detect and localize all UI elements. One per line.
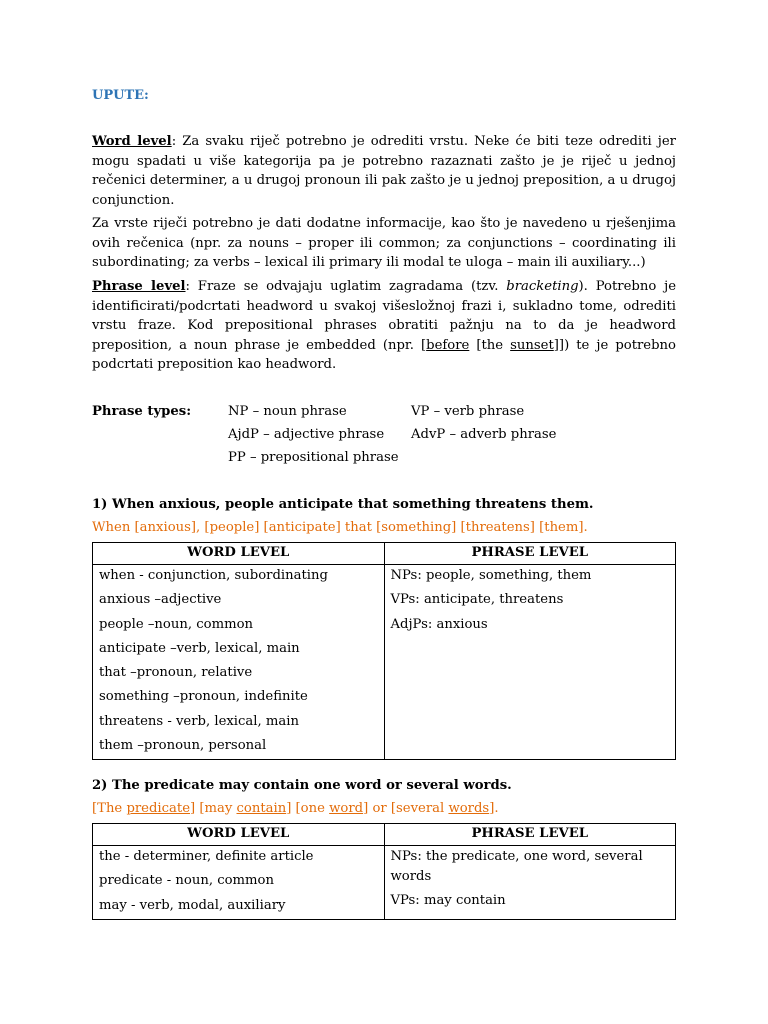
column-header-word-level: WORD LEVEL xyxy=(93,824,385,846)
question-1: 1) When anxious, people anticipate that something threatens them. xyxy=(92,497,594,512)
analysis-table-2 xyxy=(92,823,676,920)
phrase-entry: VPs: may contain xyxy=(390,893,506,908)
phrase-level-paragraph: Phrase level: Fraze se odvajaju uglatim zagradama (tzv. bracketing). Potrebno je identificirati/podcrtati headword u svakoj višesložnoj frazi i, sukladno tome, odrediti vrstu fraze. Kod prepositional phrases obratiti pažnju na to da je headword preposition, a noun phrase je embedded (npr. [before [the sunset]]) te je potrebno podcrtati preposition kao headword. xyxy=(92,279,676,372)
column-header-phrase-level: PHRASE LEVEL xyxy=(384,824,676,846)
word-entry: something –pronoun, indefinite xyxy=(99,689,308,705)
word-entry: people –noun, common xyxy=(99,616,254,632)
phrase-entry: VPs: anticipate, threatens xyxy=(390,592,564,608)
word-entry: that –pronoun, relative xyxy=(99,665,253,681)
column-header-phrase-level: PHRASE LEVEL xyxy=(384,543,676,565)
phrase-entry: NPs: the predicate, one word, several words xyxy=(390,849,643,884)
phrase-entry: NPs: people, something, them xyxy=(390,568,592,583)
word-entry: threatens - verb, lexical, main xyxy=(99,713,299,729)
word-entry: anticipate –verb, lexical, main xyxy=(99,640,300,656)
phrase-type-pp: PP – prepositional phrase xyxy=(228,450,399,465)
phrase-entry: AdjPs: anxious xyxy=(390,616,488,632)
instructions-heading: UPUTE: xyxy=(92,88,149,103)
phrase-type-ajdp: AjdP – adjective phrase xyxy=(228,427,385,442)
answer-2: [The predicate] [may contain] [one word] or [several words]. xyxy=(92,801,499,816)
phrase-type-advp: AdvP – adverb phrase xyxy=(411,427,557,442)
answer-1: When [anxious], [people] [anticipate] that [something] [threatens] [them]. xyxy=(92,520,588,535)
word-level-cell xyxy=(93,846,385,920)
phrase-type-vp: VP – verb phrase xyxy=(411,404,525,419)
word-types-paragraph: Za vrste riječi potrebno je dati dodatne informacije, kao što je navedeno u rješenjima ovih rečenica (npr. za nouns – proper ili common; za conjunctions – coordinating ili subordinating; za verbs – lexical ili primary ili modal te uloga – main ili auxiliary...) xyxy=(92,216,676,270)
phrase-types-label: Phrase types: xyxy=(92,404,192,419)
phrase-level-cell xyxy=(384,565,676,760)
phrase-level-cell xyxy=(384,846,676,920)
word-level-label: Word level xyxy=(92,134,172,149)
phrase-level-label: Phrase level xyxy=(92,279,186,294)
column-header-word-level: WORD LEVEL xyxy=(93,543,385,565)
word-entry: when - conjunction, subordinating xyxy=(99,568,328,583)
analysis-table-1 xyxy=(92,542,676,760)
word-level-paragraph xyxy=(92,132,676,210)
word-entry: them –pronoun, personal xyxy=(99,738,267,754)
word-entry: predicate - noun, common xyxy=(99,873,274,889)
word-level-cell xyxy=(93,565,385,760)
word-entry: the - determiner, definite article xyxy=(99,849,314,864)
word-entry: may - verb, modal, auxiliary xyxy=(99,897,286,913)
phrase-type-np: NP – noun phrase xyxy=(228,404,347,419)
question-2: 2) The predicate may contain one word or several words. xyxy=(92,778,512,793)
word-entry: anxious –adjective xyxy=(99,592,222,608)
word-level-text: : Za svaku riječ potrebno je odrediti vrstu. Neke će biti teze odrediti jer mogu spadati u više kategorija pa je potrebno razaznati zašto je je riječ u jednoj rečenici determiner, a u drugoj pronoun ili pak zašto je u jednoj preposition, a u drugoj conjunction. xyxy=(92,134,676,208)
